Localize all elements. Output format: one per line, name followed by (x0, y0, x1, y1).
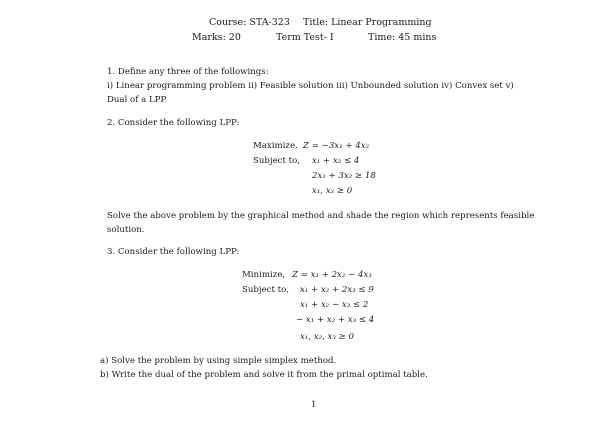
page-number: 1 (311, 400, 317, 410)
q3-constraint-4: x₁, x₂, x₃ ≥ 0 (300, 332, 354, 342)
q3-minimize-label: Minimize, (242, 270, 286, 280)
q2-instruction: Solve the above problem by the graphical method and shade the region which represents feasible (107, 211, 535, 221)
course-title: Title: Linear Programming (303, 17, 432, 28)
q1-items: i) Linear programming problem ii) Feasible solution iii) Unbounded solution iv) Convex set v) (107, 81, 514, 91)
course-code: Course: STA-323 (209, 17, 290, 28)
q2-constraint-1: x₁ + x₂ ≤ 4 (312, 156, 360, 166)
test-name: Term Test- I (276, 32, 334, 43)
q2-constraint-2: 2x₁ + 3x₂ ≥ 18 (312, 171, 376, 181)
q3-constraint-1: x₁ + x₂ + 2x₃ ≤ 9 (300, 285, 374, 295)
time-allowed: Time: 45 mins (368, 32, 437, 43)
q3-part-a: a) Solve the problem by using simple simplex method. (100, 356, 337, 366)
q2-constraint-3: x₁, x₂ ≥ 0 (312, 186, 353, 196)
q3-objective: Z = x₁ + 2x₂ − 4x₃ (292, 270, 372, 280)
q2-instruction-cont: solution. (107, 225, 145, 235)
q3-heading: 3. Consider the following LPP: (107, 247, 240, 257)
q2-maximize-label: Maximize, (253, 141, 298, 151)
q2-heading: 2. Consider the following LPP: (107, 118, 240, 128)
q2-objective: Z = −3x₁ + 4x₂ (303, 141, 370, 151)
q3-constraint-3: − x₁ + x₂ + x₃ ≤ 4 (296, 315, 375, 325)
q1-heading: 1. Define any three of the followings: (107, 67, 269, 77)
marks: Marks: 20 (192, 32, 241, 43)
q3-subject-to-label: Subject to, (242, 285, 290, 295)
q1-items-cont: Dual of a LPP (107, 95, 167, 105)
q3-constraint-2: x₁ + x₂ − x₃ ≤ 2 (300, 300, 369, 310)
q3-part-b: b) Write the dual of the problem and solve it from the primal optimal table. (100, 370, 428, 380)
q2-subject-to-label: Subject to, (253, 156, 301, 166)
